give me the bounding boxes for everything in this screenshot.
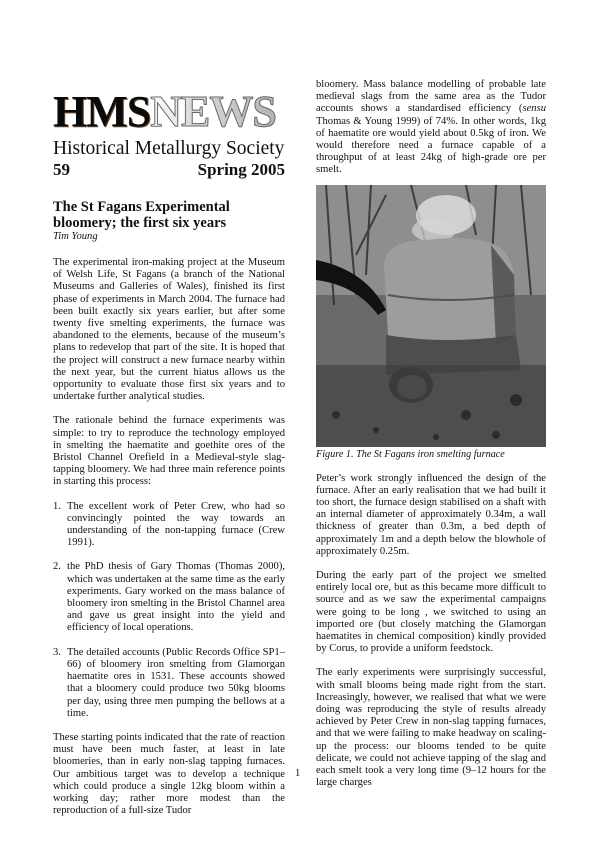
issue-number: 59 <box>53 160 70 179</box>
paragraph-continuation <box>316 79 546 177</box>
furnace-photo <box>316 185 546 447</box>
paragraph: The early experiments were surprisingly successful, with small blooms being made right from the start. Increasingly, however, we realised that what we were doing was reproducing the style of results already achieved by Peter Crew in non-slag tapping furnaces, and that we were failing to make headway on scaling-up the process: our blooms tended to be quite delicate, we could not achieve tapping of the slag and each smelt took a very long time (9–12 hours for the large charges <box>316 667 546 789</box>
issue-info <box>53 160 285 180</box>
paragraph: The rationale behind the furnace experiments was simple: to try to reproduce the technology employed in smelting the haematite and goethite ores of the Bristol Channel Orefield in a Medieval-style slag-tapping bloomery. We had three main reference points in starting this process: <box>53 415 285 488</box>
page-number: 1 <box>295 768 301 779</box>
paragraph: Peter’s work strongly influenced the design of the furnace. After an early realisation that we had built it too short, the furnace design stabilised on a shaft with an internal diameter of approximately 0.34m, a wall thickness of greater than 0.3m, a bed depth of approximately 1m and a depth below the blowhole of approximately 0.25m. <box>316 472 546 557</box>
left-column <box>53 87 285 817</box>
list-item-number: 1. <box>53 500 61 512</box>
furnace-photo-illustration <box>316 185 546 447</box>
list-item-text: The excellent work of Peter Crew, who had so convincingly pointed the way towards an understanding of the non-tapping furnace (Crew 1991). <box>67 500 285 549</box>
issue-date: Spring 2005 <box>197 160 285 179</box>
paragraph: The experimental iron-making project at the Museum of Welsh Life, St Fagans (a branch of the National Museums and Galleries of Wales), finished its first phase of experiments in March 2004. The furnace had been built exactly six years earlier, but after some twenty five smelting experiments, the furnace was abandoned to the elements, because of the museum’s plans to redevelop that part of the site. It is hoped that the project will construct a new furnace nearby within the next year, but the current hiatus allows us the opportunity to evaluate those first six years and to undertake further analytical studies. <box>53 257 285 403</box>
list-item <box>53 501 285 550</box>
masthead-news: NEWS <box>150 87 276 136</box>
list-item <box>53 561 285 634</box>
masthead-logo <box>53 87 285 136</box>
text-run: Thomas & Young 1999) of 74%. In other words, 1kg of haematite ore would yield about 0.5kg of iron. We would therefore need a furnace capable of a throughput of at least 24kg of high-grade ore per smelt. <box>316 115 546 176</box>
text-run: bloomery. Mass balance modelling of probable late medieval slags from the same area as the Tudor accounts shows a standardised efficiency ( <box>316 79 546 115</box>
society-name: Historical Metallurgy Society <box>53 138 285 159</box>
italic-term: sensu <box>522 103 546 115</box>
list-item-number: 3. <box>53 646 61 658</box>
list-item <box>53 647 285 720</box>
reference-points-list <box>53 501 285 720</box>
right-column <box>316 79 546 790</box>
paragraph: These starting points indicated that the rate of reaction must have been much faster, at least in late bloomeries, than in early non-slag tapping furnaces. Our ambitious target was to develop a technique which could produce a single 12kg bloom within a working day; rather more modest than the reproduction of a full-size Tudor <box>53 731 285 817</box>
article-title: The St Fagans Experimental bloomery; the first six years <box>53 199 230 231</box>
list-item-number: 2. <box>53 561 61 573</box>
list-item-text: The detailed accounts (Public Records Office SP1–66) of bloomery iron smelting from Glamorgan haematite ores in 1531. These accounts showed that a bloomery could produce two 50kg blooms per day, using three men pumping the bellows at a time. <box>67 646 285 719</box>
masthead-hms: HMS <box>53 87 151 136</box>
article-author: Tim Young <box>53 231 98 242</box>
paragraph: During the early part of the project we smelted entirely local ore, but as this became more difficult to source and as we saw the experimental campaigns were going to be long , we switched to using an imported ore (but closely matching the Glamorgan haematites in chemical composition) kindly provided by Corus, to provide a uniform feedstock. <box>316 570 546 655</box>
figure-caption: Figure 1. The St Fagans iron smelting furnace <box>316 448 505 460</box>
list-item-text: the PhD thesis of Gary Thomas (Thomas 2000), which was undertaken at the same time as the early experiments. Gary worked on the mass balance of bloomery iron smelting in the Bristol Channel area and gave us great insight into the yield and efficiency of local operations. <box>67 561 285 634</box>
